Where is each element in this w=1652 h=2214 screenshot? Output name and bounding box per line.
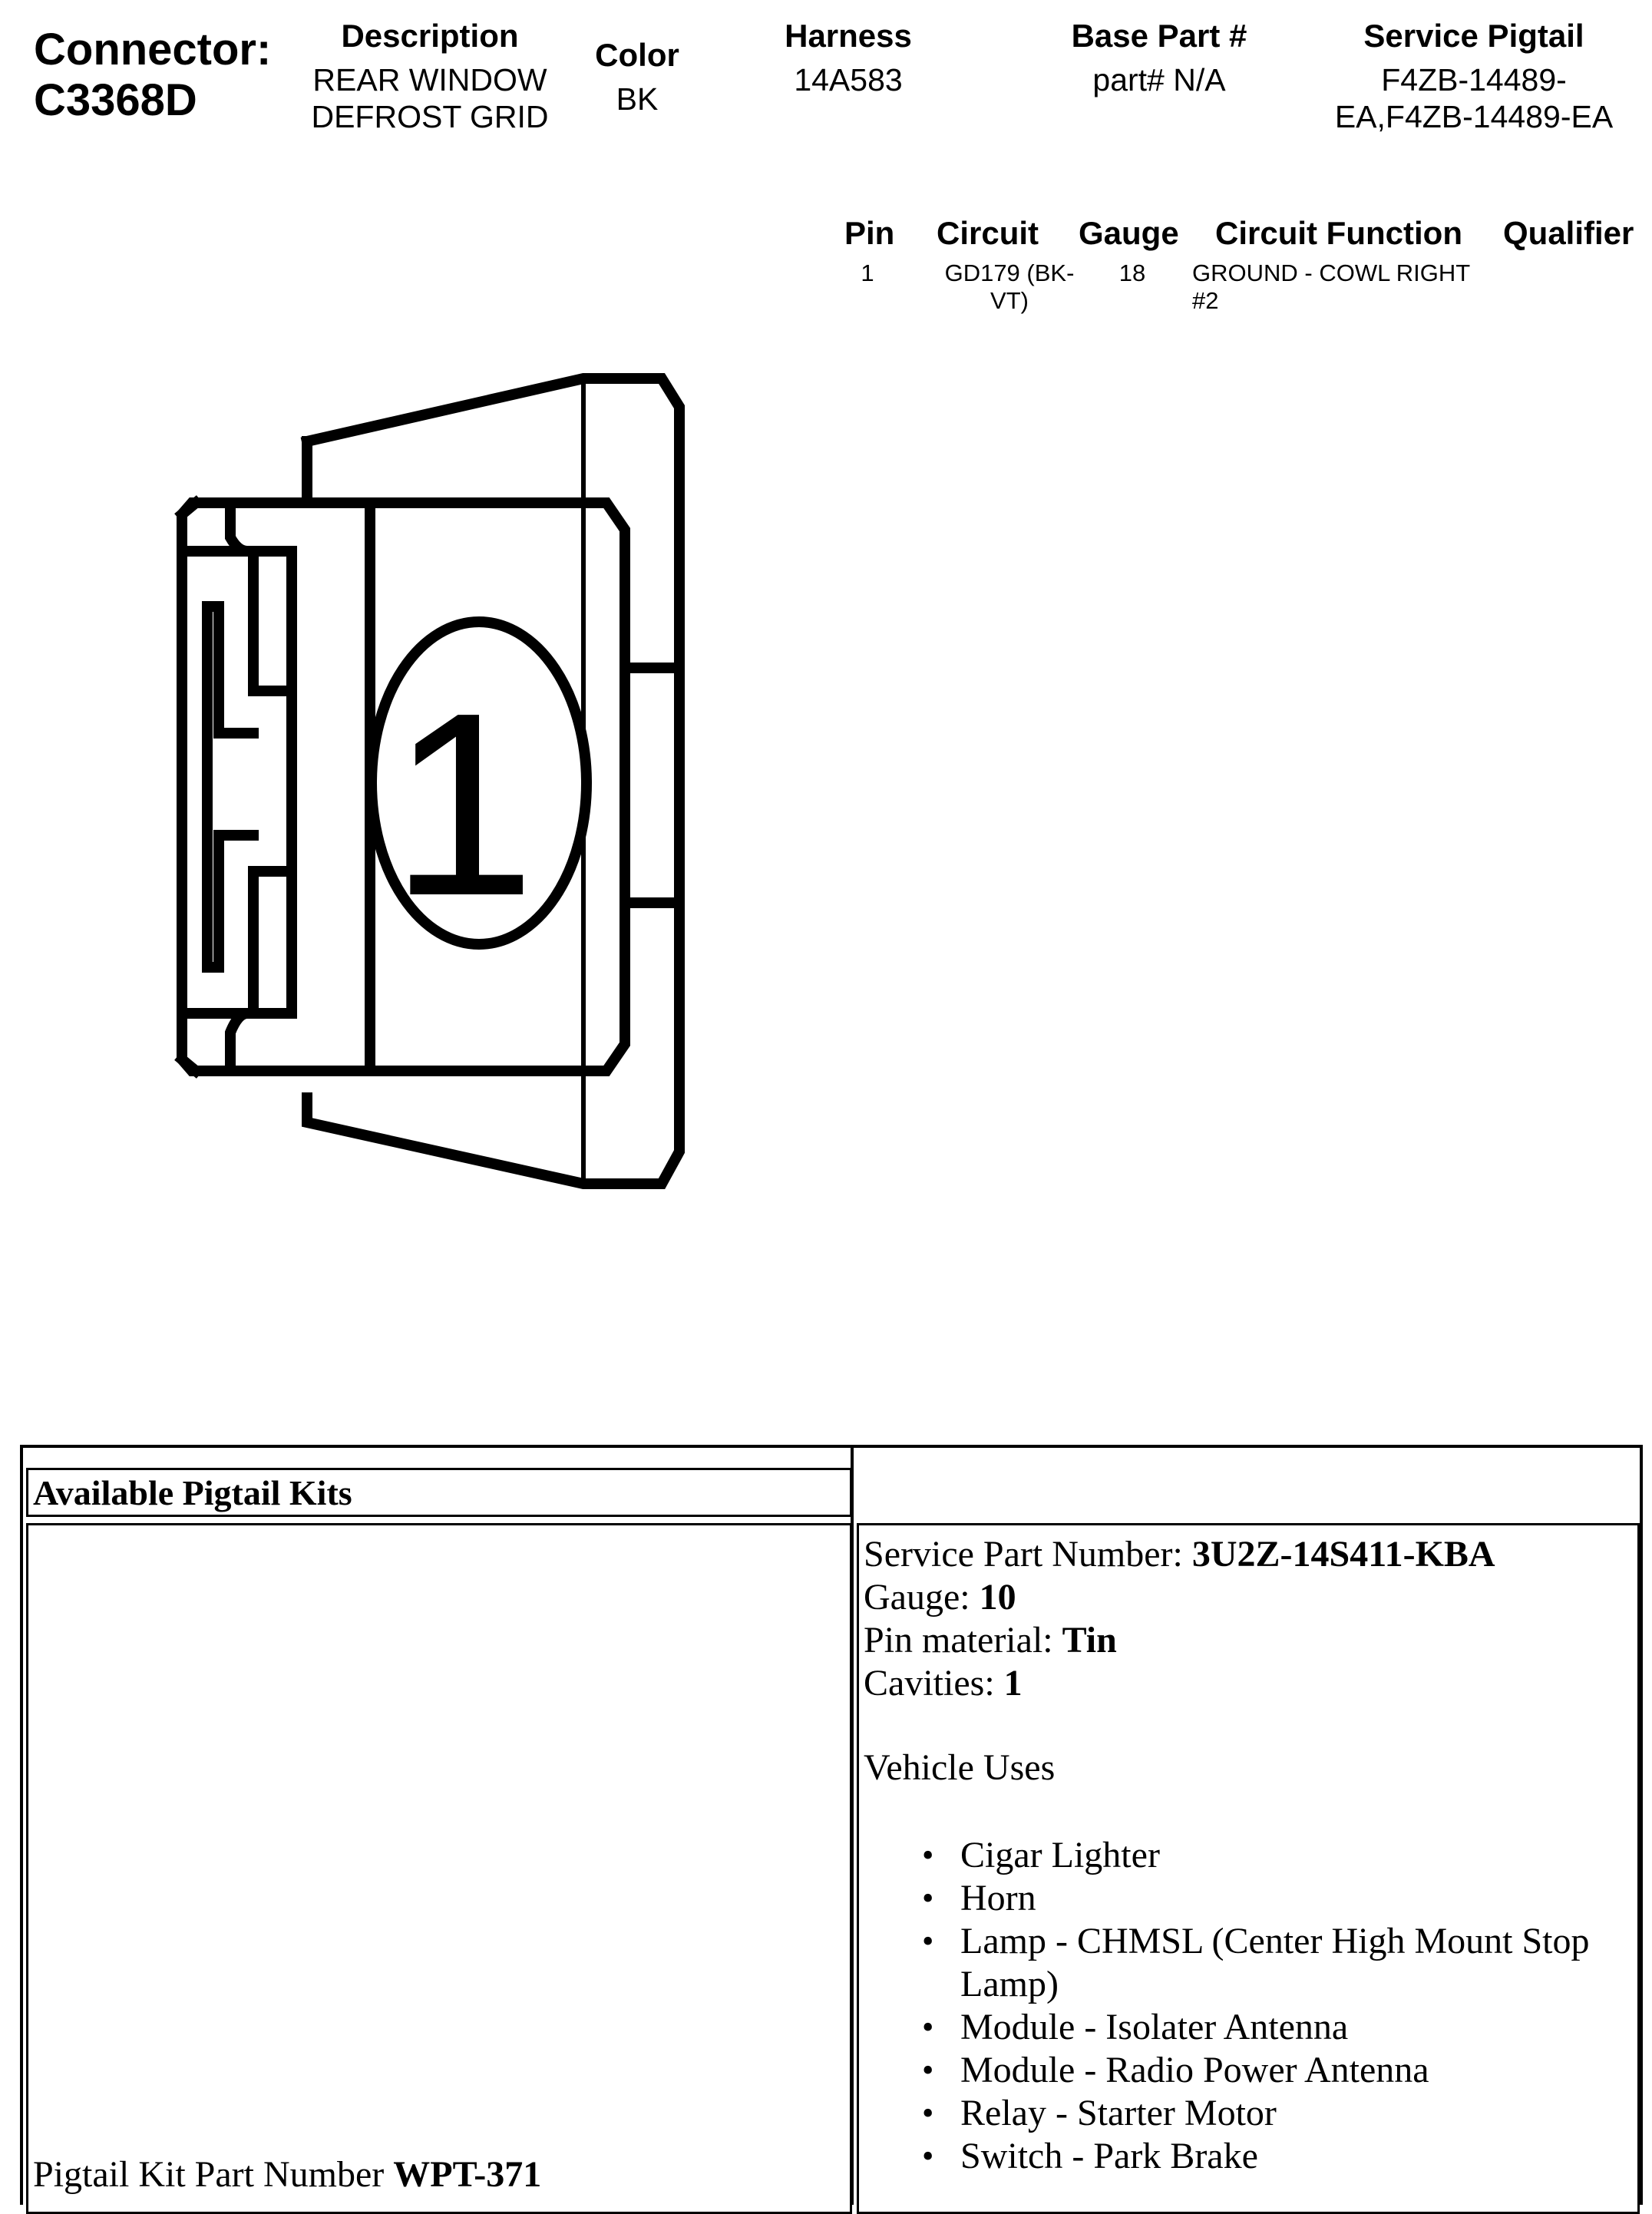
pin-table	[829, 215, 1650, 330]
description-heading: Description	[341, 18, 519, 54]
pigtail-kit-part-value: WPT-371	[393, 2154, 542, 2195]
gauge-value: 10	[979, 1577, 1016, 1618]
pigtail-kit-part-number	[33, 2153, 541, 2196]
list-item: • Horn	[922, 1877, 1613, 1920]
pin-cell: 1	[861, 259, 874, 286]
cavities-line	[864, 1662, 1637, 1705]
base-part-value: part# N/A	[1092, 62, 1226, 97]
base-part-column	[1044, 17, 1274, 98]
cavities-label: Cavities:	[864, 1663, 1004, 1703]
service-pigtail-value: F4ZB-14489- EA,F4ZB-14489-EA	[1334, 62, 1614, 134]
color-heading: Color	[595, 37, 679, 73]
service-part-number-value: 3U2Z-14S411-KBA	[1191, 1534, 1495, 1575]
pigtail-kit-cell	[26, 1523, 852, 2214]
gauge-label: Gauge:	[864, 1577, 980, 1618]
gauge-line	[864, 1576, 1637, 1619]
pin-header: Pin	[844, 215, 895, 251]
service-part-number-label: Service Part Number:	[864, 1534, 1192, 1575]
pigtail-kits-title-cell	[26, 1468, 852, 1517]
circuit-function-header: Circuit Function	[1215, 215, 1462, 251]
cavities-value: 1	[1003, 1663, 1023, 1703]
list-item: • Lamp - CHMSL (Center High Mount Stop Lamp)	[922, 1920, 1613, 2006]
gauge-header: Gauge	[1079, 215, 1179, 251]
connector-label: Connector: C3368D	[34, 25, 272, 125]
vehicle-uses-heading: Vehicle Uses	[864, 1747, 1056, 1788]
list-item: • Module - Radio Power Antenna	[922, 2049, 1613, 2092]
circuit-function-cell: GROUND - COWL RIGHT #2	[1192, 259, 1471, 314]
service-pigtail-heading: Service Pigtail	[1363, 18, 1584, 54]
base-part-heading: Base Part #	[1071, 18, 1247, 54]
vehicle-uses-list	[922, 1834, 1613, 2178]
gauge-cell: 18	[1118, 259, 1146, 286]
connector-face-diagram	[165, 368, 702, 1228]
pin-material-label: Pin material:	[864, 1620, 1062, 1660]
harness-value: 14A583	[794, 62, 903, 97]
pin-material-line	[864, 1619, 1637, 1662]
circuit-cell: GD179 (BK- VT)	[944, 259, 1075, 314]
list-item: • Cigar Lighter	[922, 1834, 1613, 1877]
list-item: • Module - Isolater Antenna	[922, 2006, 1613, 2049]
description-column	[292, 17, 568, 135]
list-item: • Relay - Starter Motor	[922, 2092, 1613, 2135]
cavity-number-label: 1	[390, 659, 536, 950]
circuit-header: Circuit	[937, 215, 1039, 251]
pigtail-kit-part-label: Pigtail Kit Part Number	[33, 2154, 394, 2195]
list-item: • Switch - Park Brake	[922, 2135, 1613, 2178]
service-pigtail-column	[1305, 17, 1643, 135]
pigtail-kits-title: Available Pigtail Kits	[33, 1473, 352, 1512]
qualifier-header: Qualifier	[1503, 215, 1634, 251]
description-value: REAR WINDOW DEFROST GRID	[311, 62, 549, 134]
pigtail-details-cell	[857, 1523, 1640, 2214]
harness-column	[737, 17, 960, 98]
harness-heading: Harness	[785, 18, 912, 54]
pin-material-value: Tin	[1062, 1620, 1117, 1660]
service-part-number-line	[864, 1533, 1637, 1576]
color-column	[568, 36, 706, 117]
color-value: BK	[616, 81, 659, 117]
